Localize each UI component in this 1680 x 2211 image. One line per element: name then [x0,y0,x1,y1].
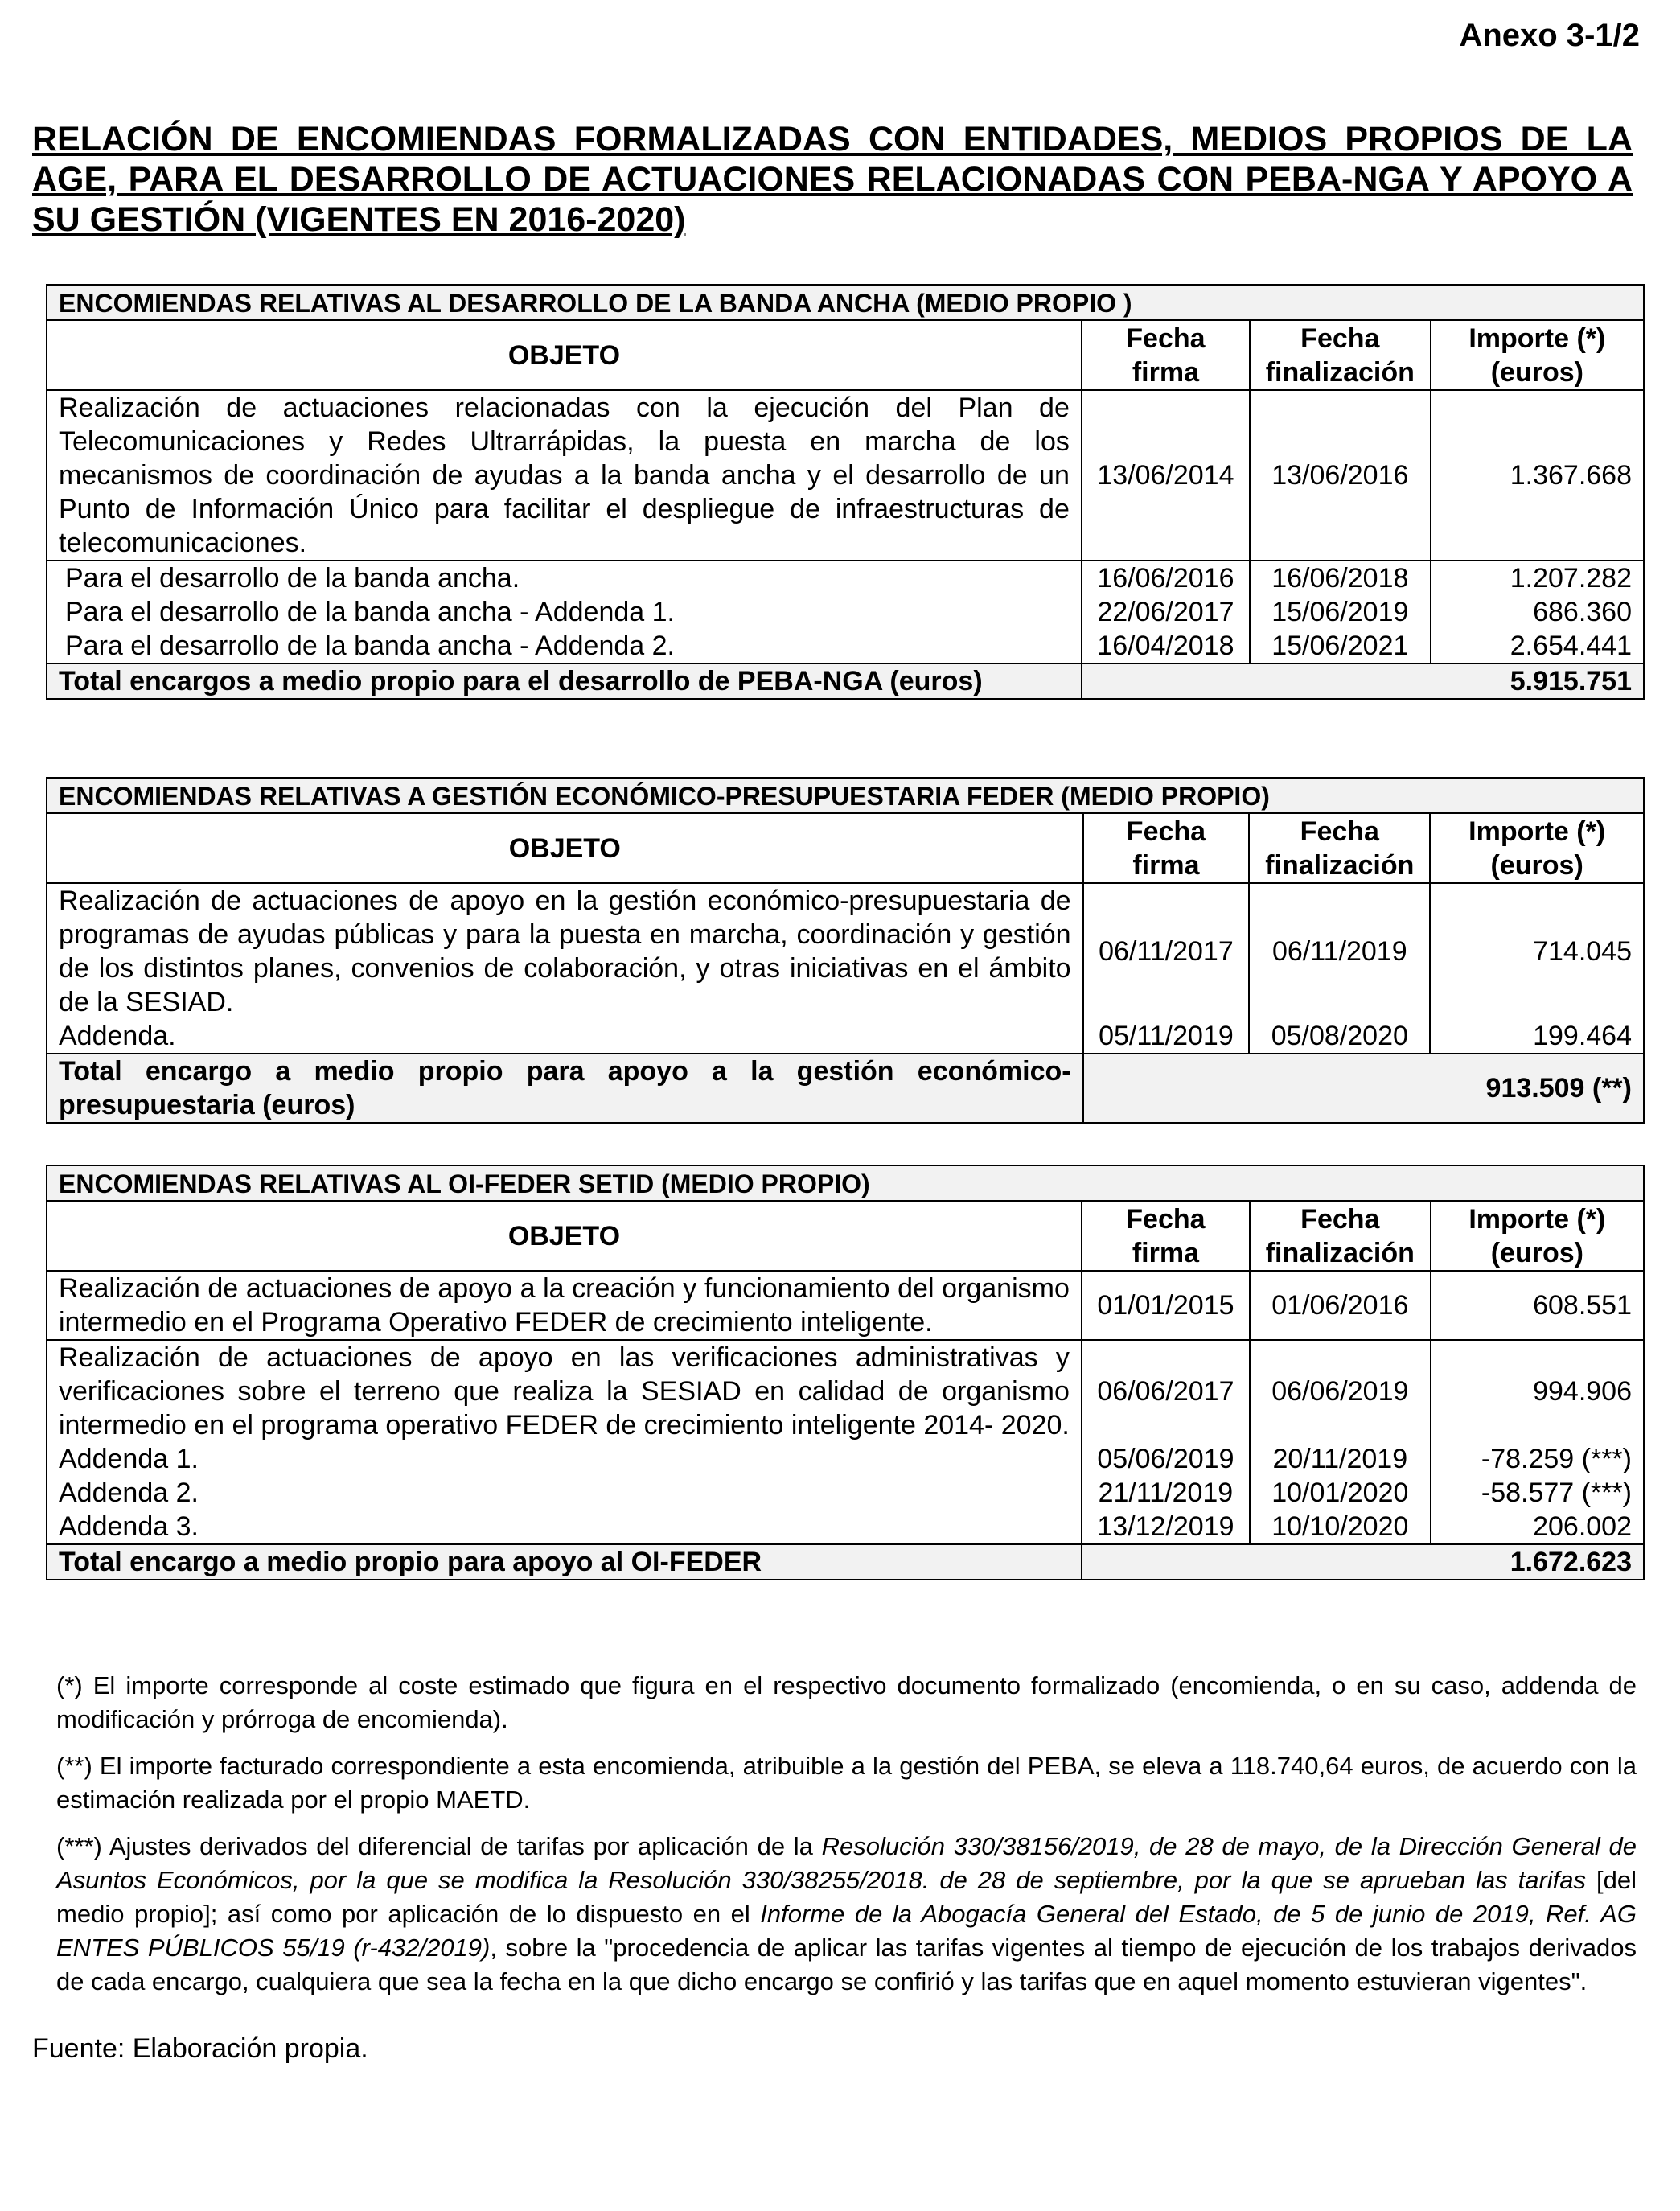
row-fecha-firma: 13/06/2014 [1082,390,1250,561]
row-importe: 714.045 [1430,883,1644,1019]
row-objeto: Para el desarrollo de la banda ancha. [47,561,1082,595]
row-fecha-firma: 05/11/2019 [1083,1019,1250,1054]
table-row [47,595,1644,629]
note-2: (**) El importe facturado correspondiente a esta encomienda, atribuible a la gestión del PEBA, se eleva a 118.740,64 euros, de acuerdo con la estimación realizada por el propio MAETD. [56,1752,1637,1814]
note-3-citation: Informe de la Abogacía General del Estado, de 5 de junio de 2019, Ref. AG ENTES PÚBLICOS 55/19 (r-432/2019) [56,1900,1637,1962]
row-importe: 199.464 [1430,1019,1644,1054]
col-fecha-firma: Fecha firma [1082,1201,1250,1271]
col-fecha-fin: Fecha finalización [1250,1201,1431,1271]
table-row [47,1510,1644,1544]
table-row [47,390,1644,561]
total-label: Total encargo a medio propio para apoyo a la gestión económico-presupuestaria (euros) [47,1054,1083,1123]
col-importe: Importe (*) (euros) [1431,1201,1644,1271]
total-label: Total encargos a medio propio para el desarrollo de PEBA-NGA (euros) [47,664,1082,699]
row-fecha-fin: 01/06/2016 [1250,1271,1431,1340]
row-importe: -58.577 (***) [1431,1476,1644,1510]
row-importe: 608.551 [1431,1271,1644,1340]
note-3-text: [del medio propio]; así como por aplicación de lo dispuesto en el [56,1866,1637,1928]
row-fecha-fin: 10/01/2020 [1250,1476,1431,1510]
table-row [47,1340,1644,1442]
total-label: Total encargo a medio propio para apoyo al OI-FEDER [47,1544,1082,1580]
row-objeto: Realización de actuaciones de apoyo en la gestión económico-presupuestaria de programas de ayudas públicas y para la puesta en marcha, coordinación y gestión de los distintos planes, convenios de colaboración, y otras iniciativas en el ámbito de la SESIAD. [47,883,1083,1019]
col-fecha-firma: Fecha firma [1083,813,1250,883]
col-fecha-fin: Fecha finalización [1250,320,1431,390]
col-importe: Importe (*) (euros) [1431,320,1644,390]
row-importe: -78.259 (***) [1431,1442,1644,1476]
row-fecha-firma: 01/01/2015 [1082,1271,1250,1340]
total-value: 1.672.623 [1082,1544,1644,1580]
row-objeto: Realización de actuaciones relacionadas con la ejecución del Plan de Telecomunicaciones y Redes Ultrarrápidas, la puesta en marcha de los mecanismos de coordinación de ayudas a la banda ancha y el desarrollo de un Punto de Información Único para facilitar el despliegue de infraestructuras de telecomunicaciones. [47,390,1082,561]
row-objeto: Addenda 2. [47,1476,1082,1510]
note-3-citation: Resolución 330/38156/2019, de 28 de mayo, de la Dirección General de Asuntos Económicos, por la que se modifica la Resolución 330/38255/2018. de 28 de septiembre, por la que se aprueban las tarifas [56,1832,1637,1894]
col-fecha-firma: Fecha firma [1082,320,1250,390]
row-fecha-firma: 06/06/2017 [1082,1340,1250,1442]
annex-label: Anexo 3-1/2 [1459,18,1640,53]
note-3-text: (***) Ajustes derivados del diferencial de tarifas por aplicación de la [56,1832,822,1860]
col-objeto: OBJETO [47,320,1082,390]
row-objeto: Addenda. [47,1019,1083,1054]
row-fecha-fin: 15/06/2019 [1250,595,1431,629]
row-fecha-fin: 10/10/2020 [1250,1510,1431,1544]
note-1: (*) El importe corresponde al coste estimado que figura en el respectivo documento formalizado (encomienda, o en su caso, addenda de modificación y prórroga de encomienda). [56,1671,1637,1733]
row-importe: 2.654.441 [1431,629,1644,664]
total-value: 5.915.751 [1082,664,1644,699]
total-value: 913.509 (**) [1083,1054,1644,1123]
table-row [47,1442,1644,1476]
row-fecha-firma: 06/11/2017 [1083,883,1250,1019]
row-fecha-firma: 16/04/2018 [1082,629,1250,664]
col-objeto: OBJETO [47,1201,1082,1271]
row-fecha-firma: 22/06/2017 [1082,595,1250,629]
row-importe: 1.207.282 [1431,561,1644,595]
row-fecha-firma: 13/12/2019 [1082,1510,1250,1544]
row-fecha-fin: 06/06/2019 [1250,1340,1431,1442]
row-objeto: Realización de actuaciones de apoyo a la creación y funcionamiento del organismo intermedio en el Programa Operativo FEDER de crecimiento inteligente. [47,1271,1082,1340]
row-fecha-fin: 13/06/2016 [1250,390,1431,561]
section-heading: ENCOMIENDAS RELATIVAS A GESTIÓN ECONÓMICO-PRESUPUESTARIA FEDER (MEDIO PROPIO) [47,778,1644,813]
table-row [47,883,1644,1019]
col-fecha-fin: Fecha finalización [1249,813,1430,883]
source-note: Fuente: Elaboración propia. [32,2033,368,2064]
note-3-text: , sobre la "procedencia de aplicar las tarifas vigentes al tiempo de ejecución de los trabajos derivados de cada encargo, cualquiera que sea la fecha en la que dicho encargo se confirió y las tarifas que en aquel momento estuvieran vigentes". [56,1934,1637,1995]
document-title: RELACIÓN DE ENCOMIENDAS FORMALIZADAS CON ENTIDADES, MEDIOS PROPIOS DE LA AGE, PARA EL DESARROLLO DE ACTUACIONES RELACIONADAS CON PEBA-NGA Y APOYO A SU GESTIÓN (VIGENTES EN 2016-2020) [32,120,1633,239]
note-3 [56,1830,1637,1999]
row-fecha-fin: 05/08/2020 [1249,1019,1430,1054]
row-fecha-fin: 15/06/2021 [1250,629,1431,664]
row-objeto: Realización de actuaciones de apoyo en las verificaciones administrativas y verificaciones sobre el terreno que realiza la SESIAD en calidad de organismo intermedio en el programa operativo FEDER de crecimiento inteligente 2014- 2020. [47,1340,1082,1442]
table-gestion-feder [46,777,1645,1124]
row-fecha-fin: 20/11/2019 [1250,1442,1431,1476]
table-row [47,1271,1644,1340]
row-importe: 1.367.668 [1431,390,1644,561]
table-row [47,1019,1644,1054]
section-heading: ENCOMIENDAS RELATIVAS AL DESARROLLO DE LA BANDA ANCHA (MEDIO PROPIO ) [47,285,1644,320]
table-oi-feder [46,1165,1645,1580]
row-objeto: Addenda 1. [47,1442,1082,1476]
row-importe: 206.002 [1431,1510,1644,1544]
row-objeto: Para el desarrollo de la banda ancha - Addenda 1. [47,595,1082,629]
row-fecha-fin: 16/06/2018 [1250,561,1431,595]
table-row [47,629,1644,664]
table-banda-ancha [46,284,1645,700]
col-objeto: OBJETO [47,813,1083,883]
row-fecha-fin: 06/11/2019 [1249,883,1430,1019]
row-importe: 686.360 [1431,595,1644,629]
row-fecha-firma: 21/11/2019 [1082,1476,1250,1510]
section-heading: ENCOMIENDAS RELATIVAS AL OI-FEDER SETID (MEDIO PROPIO) [47,1165,1644,1201]
table-row [47,561,1644,595]
row-fecha-firma: 16/06/2016 [1082,561,1250,595]
table-row [47,1476,1644,1510]
row-fecha-firma: 05/06/2019 [1082,1442,1250,1476]
col-importe: Importe (*) (euros) [1430,813,1644,883]
row-objeto: Para el desarrollo de la banda ancha - Addenda 2. [47,629,1082,664]
row-objeto: Addenda 3. [47,1510,1082,1544]
row-importe: 994.906 [1431,1340,1644,1442]
